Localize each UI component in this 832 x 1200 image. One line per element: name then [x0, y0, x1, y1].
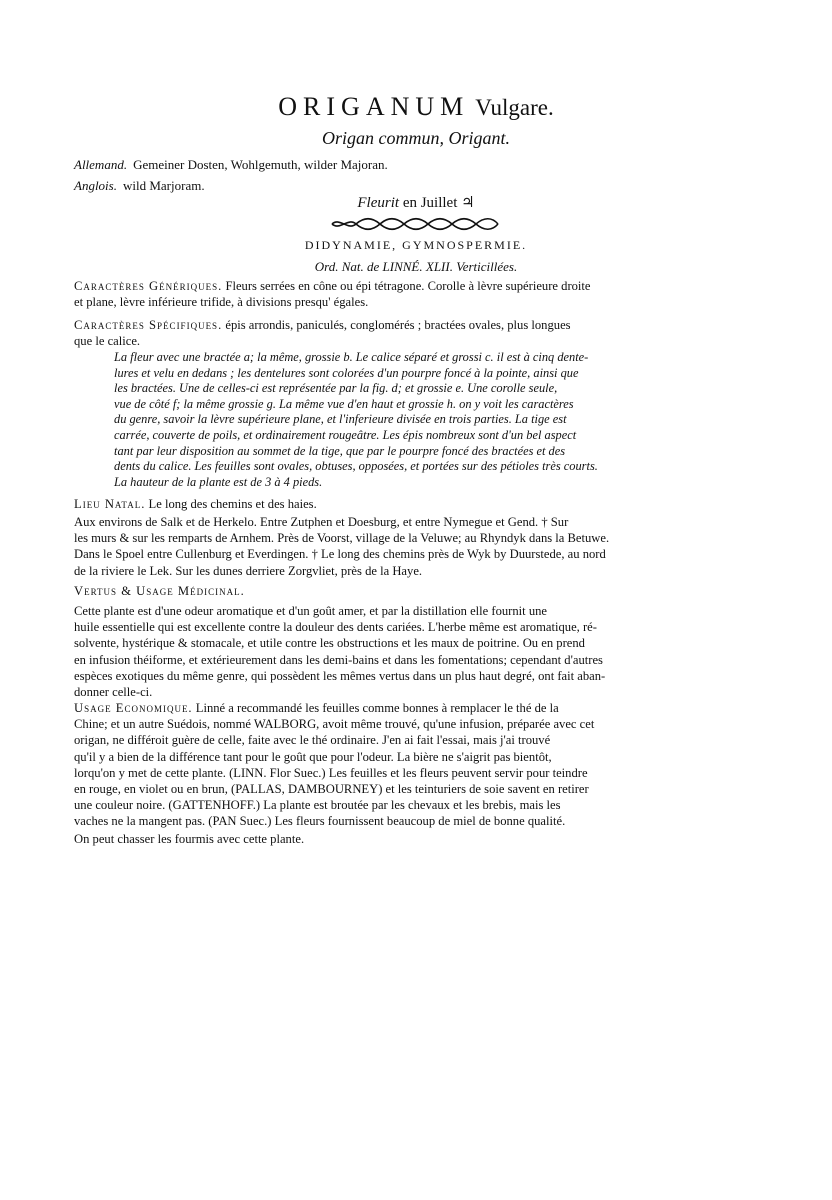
text-line: espèces exotiques du même genre, qui possèdent les mêmes vertus dans un plus haut degré, ont fait aban-	[74, 668, 606, 683]
localities	[74, 514, 774, 579]
classification-line: DIDYNAMIE, GYMNOSPERMIE.	[304, 238, 528, 252]
text-line: On peut chasser les fourmis avec cette plante.	[74, 832, 305, 846]
section-heading: Usage Economique.	[74, 701, 193, 715]
text-line: les murs & sur les remparts de Arnhem. Près de Voorst, village de la Veluwe; au Rhyndyk dans la Betuwe.	[74, 531, 610, 546]
text-line: tant par leur disposition au sommet de la tige, que par le pourpre foncé des bractées et des	[114, 443, 566, 458]
vernacular-lang: Allemand.	[74, 157, 128, 172]
vernacular-names: wild Marjoram.	[122, 178, 205, 193]
text-line: La fleur avec une bractée a; la même, grossie b. Le calice séparé et grossi c. il est à cinq dente-	[114, 350, 589, 364]
usage-economique	[74, 700, 774, 830]
vernacular-english	[74, 178, 205, 194]
vertus-text	[74, 603, 774, 700]
text-line: huile essentielle qui est excellente contre la douleur des dents cariées. L'herbe même est aromatique, ré-	[74, 620, 597, 635]
flowering-text: en Juillet ♃	[402, 195, 475, 211]
text-line: et plane, lèvre inférieure trifide, à divisions presqu' égales.	[74, 295, 369, 310]
section-heading: Lieu Natal.	[74, 497, 146, 511]
text-line: épis arrondis, paniculés, conglomérés ; bractées ovales, plus longues	[225, 318, 571, 332]
figure-description	[114, 350, 780, 490]
text-line: vaches ne la mangent pas. (PAN Suec.) Les fleurs fournissent beaucoup de miel de bonne qualité.	[74, 814, 566, 829]
french-name: Origan commun, Origant.	[322, 128, 510, 148]
caracteres-specifiques	[74, 317, 774, 349]
text-line: lures et velu en dedans ; les dentelures sont colorées d'un pourpre foncé à la pointe, ainsi que	[114, 365, 579, 380]
section-heading: Vertus & Usage Médicinal.	[74, 584, 245, 598]
text-line: Le long des chemins et des haies.	[148, 497, 317, 511]
lieu-natal	[74, 496, 774, 512]
species-name: Vulgare.	[475, 95, 554, 120]
ornament-divider	[330, 217, 500, 231]
text-line: La hauteur de la plante est de 3 à 4 pieds.	[114, 474, 323, 489]
page-title	[0, 92, 832, 122]
text-line: les bractées. Une de celles-ci est représentée par la fig. d; et grossie e. Une corolle seule,	[114, 381, 558, 396]
text-line: dents du calice. Les feuilles sont ovales, obtuses, opposées, et portées sur des pétioles très courts.	[114, 459, 598, 474]
vernacular-lang: Anglois.	[74, 178, 117, 193]
text-line: qu'il y a bien de la différence tant pour le goût que pour l'odeur. La bière ne s'aigrit pas bientôt,	[74, 749, 552, 764]
text-line: que le calice.	[74, 334, 141, 349]
flowering-label: Fleurit	[357, 195, 400, 211]
text-line: Fleurs serrées en cône ou épi tétragone. Corolle à lèvre supérieure droite	[225, 279, 591, 293]
text-line: donner celle-ci.	[74, 685, 153, 700]
vernacular-names: Gemeiner Dosten, Wohlgemuth, wilder Majoran.	[133, 157, 388, 172]
caracteres-generiques	[74, 278, 774, 310]
text-line: Dans le Spoel entre Cullenburg et Everdingen. † Le long des chemins près de Wyk by Duurstede, au nord	[74, 547, 606, 562]
text-line: du genre, savoir la lèvre supérieure plane, et l'inferieure divisée en trois parties. La tige est	[114, 412, 567, 427]
text-line: en rouge, en violet ou en brun, (PALLAS, DAMBOURNEY) et les teinturiers de soie savent en retirer	[74, 782, 589, 797]
flowering-line	[0, 193, 832, 212]
text-line: en infusion théiforme, et extérieurement dans les demi-bains et dans les fomentations; cependant d'autres	[74, 652, 603, 667]
text-line: carrée, couverte de poils, et ordinairement rougeâtre. Les épis nombreux sont d'un bel aspect	[114, 427, 577, 442]
section-heading: Caractères Spécifiques.	[74, 318, 223, 332]
text-line: origan, ne différoit guère de celle, faite avec le thé ordinaire. J'en ai fait l'essai, mais j'ai trouvé	[74, 733, 551, 748]
text-line: Aux environs de Salk et de Herkelo. Entre Zutphen et Doesburg, et entre Nymegue et Gend. † Sur	[74, 515, 569, 529]
section-heading-vertus	[74, 583, 774, 599]
text-line: lorqu'on y met de cette plante. (LINN. Flor Suec.) Les feuilles et les fleurs peuvent servir pour teindre	[74, 765, 588, 780]
text-line: Chine; et un autre Suédois, nommé WALBORG, avoit même trouvé, qu'une infusion, préparée avec cet	[74, 717, 595, 732]
text-line: Linné a recommandé les feuilles comme bonnes à remplacer le thé de la	[195, 701, 559, 715]
natural-order-line: Ord. Nat. de LINNÉ. XLII. Verticillées.	[314, 259, 518, 274]
text-line: une couleur noire. (GATTENHOFF.) La plante est broutée par les chevaux et les brebis, mais les	[74, 798, 561, 813]
text-line: solvente, hystérique & stomacale, et utile contre les obstructions et les maux de poitrine. Ou en prend	[74, 636, 585, 651]
text-line: Cette plante est d'une odeur aromatique et d'un goût amer, et par la distillation elle fournit une	[74, 604, 548, 618]
text-line: de la riviere le Lek. Sur les dunes derriere Zorgvliet, près de la Haye.	[74, 563, 423, 578]
genus-name: ORIGANUM	[278, 92, 470, 121]
vernacular-german	[74, 157, 388, 173]
text-line: vue de côté f; la même grossie g. La même vue d'en haut et grossie h. on y voit les caractères	[114, 396, 574, 411]
closing-note	[74, 831, 774, 847]
section-heading: Caractères Génériques.	[74, 279, 223, 293]
